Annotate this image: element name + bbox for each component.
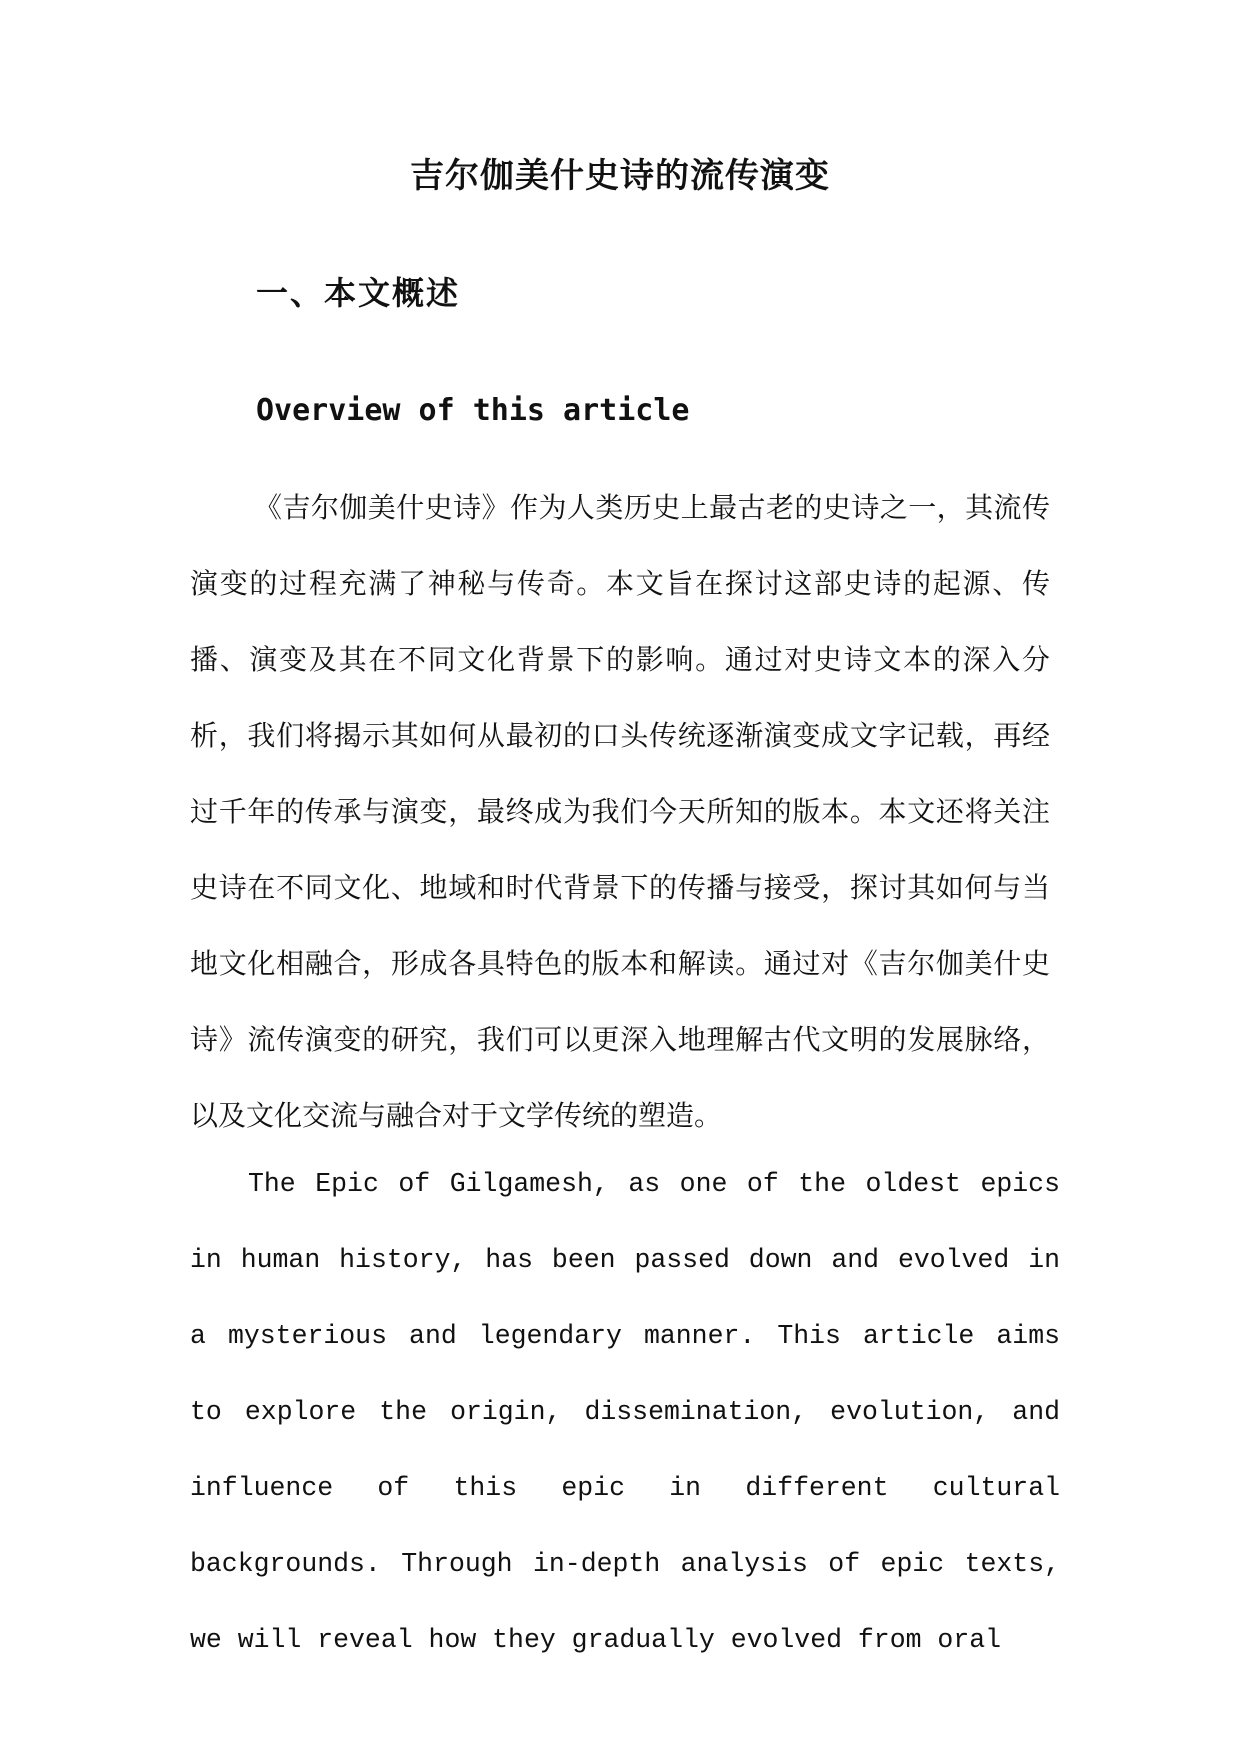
document-title: 吉尔伽美什史诗的流传演变: [410, 156, 830, 196]
paragraph-english: The Epic of Gilgamesh, as one of the oldest epics in human history, has been passed down and evolved in a mysterious and legendary manner. This article aims to explore the origin, dissemination, evolution, and influence of this epic in different cultural backgrounds. Through in-depth analysis of epic texts, we will reveal how they gradually evolved from oral: [190, 1169, 1060, 1655]
section-heading-english: Overview of this article: [256, 393, 690, 428]
section-heading: 一、本文概述: [256, 274, 461, 312]
paragraph-chinese: 《吉尔伽美什史诗》作为人类历史上最古老的史诗之一，其流传演变的过程充满了神秘与传奇。本文旨在探讨这部史诗的起源、传播、演变及其在不同文化背景下的影响。通过对史诗文本的深入分析，我们将揭示其如何从最初的口头传统逐渐演变成文字记载，再经过千年的传承与演变，最终成为我们今天所知的版本。本文还将关注史诗在不同文化、地域和时代背景下的传播与接受，探讨其如何与当地文化相融合，形成各具特色的版本和解读。通过对《吉尔伽美什史诗》流传演变的研究，我们可以更深入地理解古代文明的发展脉络，以及文化交流与融合对于文学传统的塑造。: [190, 491, 1050, 1132]
